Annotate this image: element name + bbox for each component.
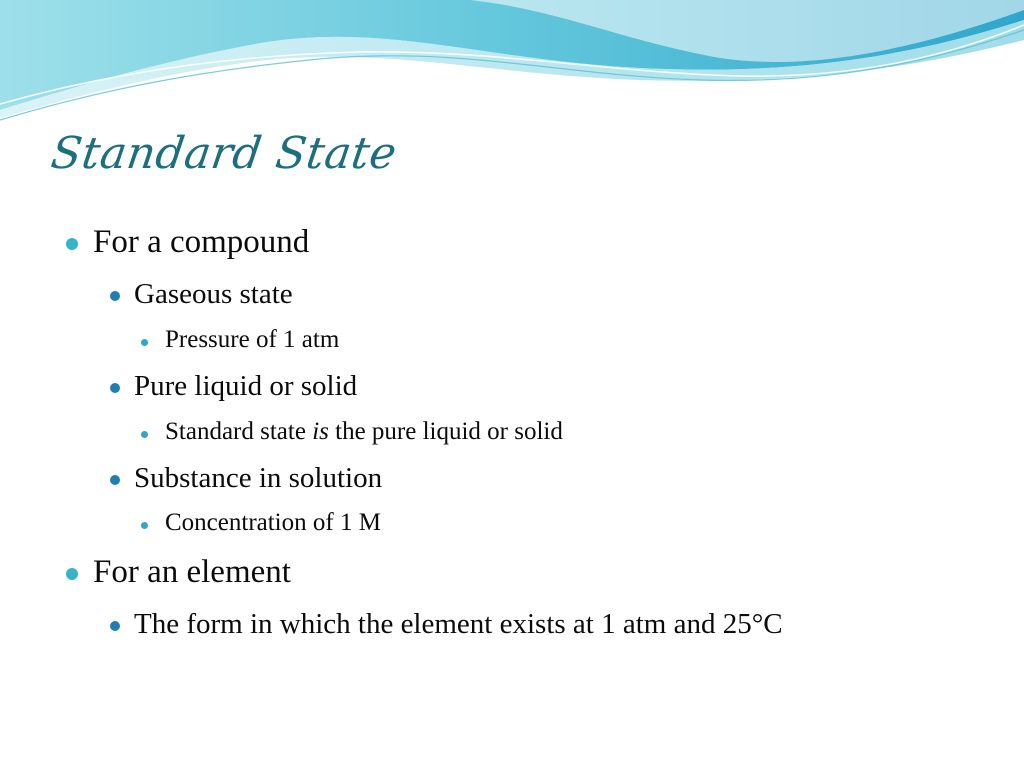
bullet-pure-liquid-or-solid: Pure liquid or solid [134, 370, 358, 402]
slide-title: Standard State [48, 128, 400, 179]
bullet-dot-icon [110, 621, 120, 631]
bullet-dot-icon [66, 238, 78, 250]
bullet-dot-icon [110, 475, 120, 485]
standard-state-is: is [312, 418, 329, 445]
bullet-gaseous-state: Gaseous state [134, 278, 293, 310]
bullet-dot-icon [110, 383, 120, 393]
bullet-substance-in-solution: Substance in solution [134, 462, 383, 494]
standard-state-suffix: the pure liquid or solid [328, 418, 563, 445]
bullet-concentration: Concentration of 1 M [165, 509, 381, 536]
bullet-for-an-element: For an element [93, 554, 291, 590]
bullet-dot-icon [141, 431, 148, 438]
bullet-dot-icon [141, 522, 148, 529]
bullet-dot-icon [110, 291, 120, 301]
standard-state-prefix: Standard state [165, 418, 313, 445]
bullet-pressure: Pressure of 1 atm [165, 326, 340, 353]
bullet-dot-icon [66, 568, 78, 580]
bullet-dot-icon [141, 339, 148, 346]
bullet-standard-state [165, 418, 563, 446]
bullet-for-a-compound: For a compound [93, 224, 310, 260]
bullet-form-of-element: The form in which the element exists at 1 atm and 25°C [134, 608, 783, 640]
